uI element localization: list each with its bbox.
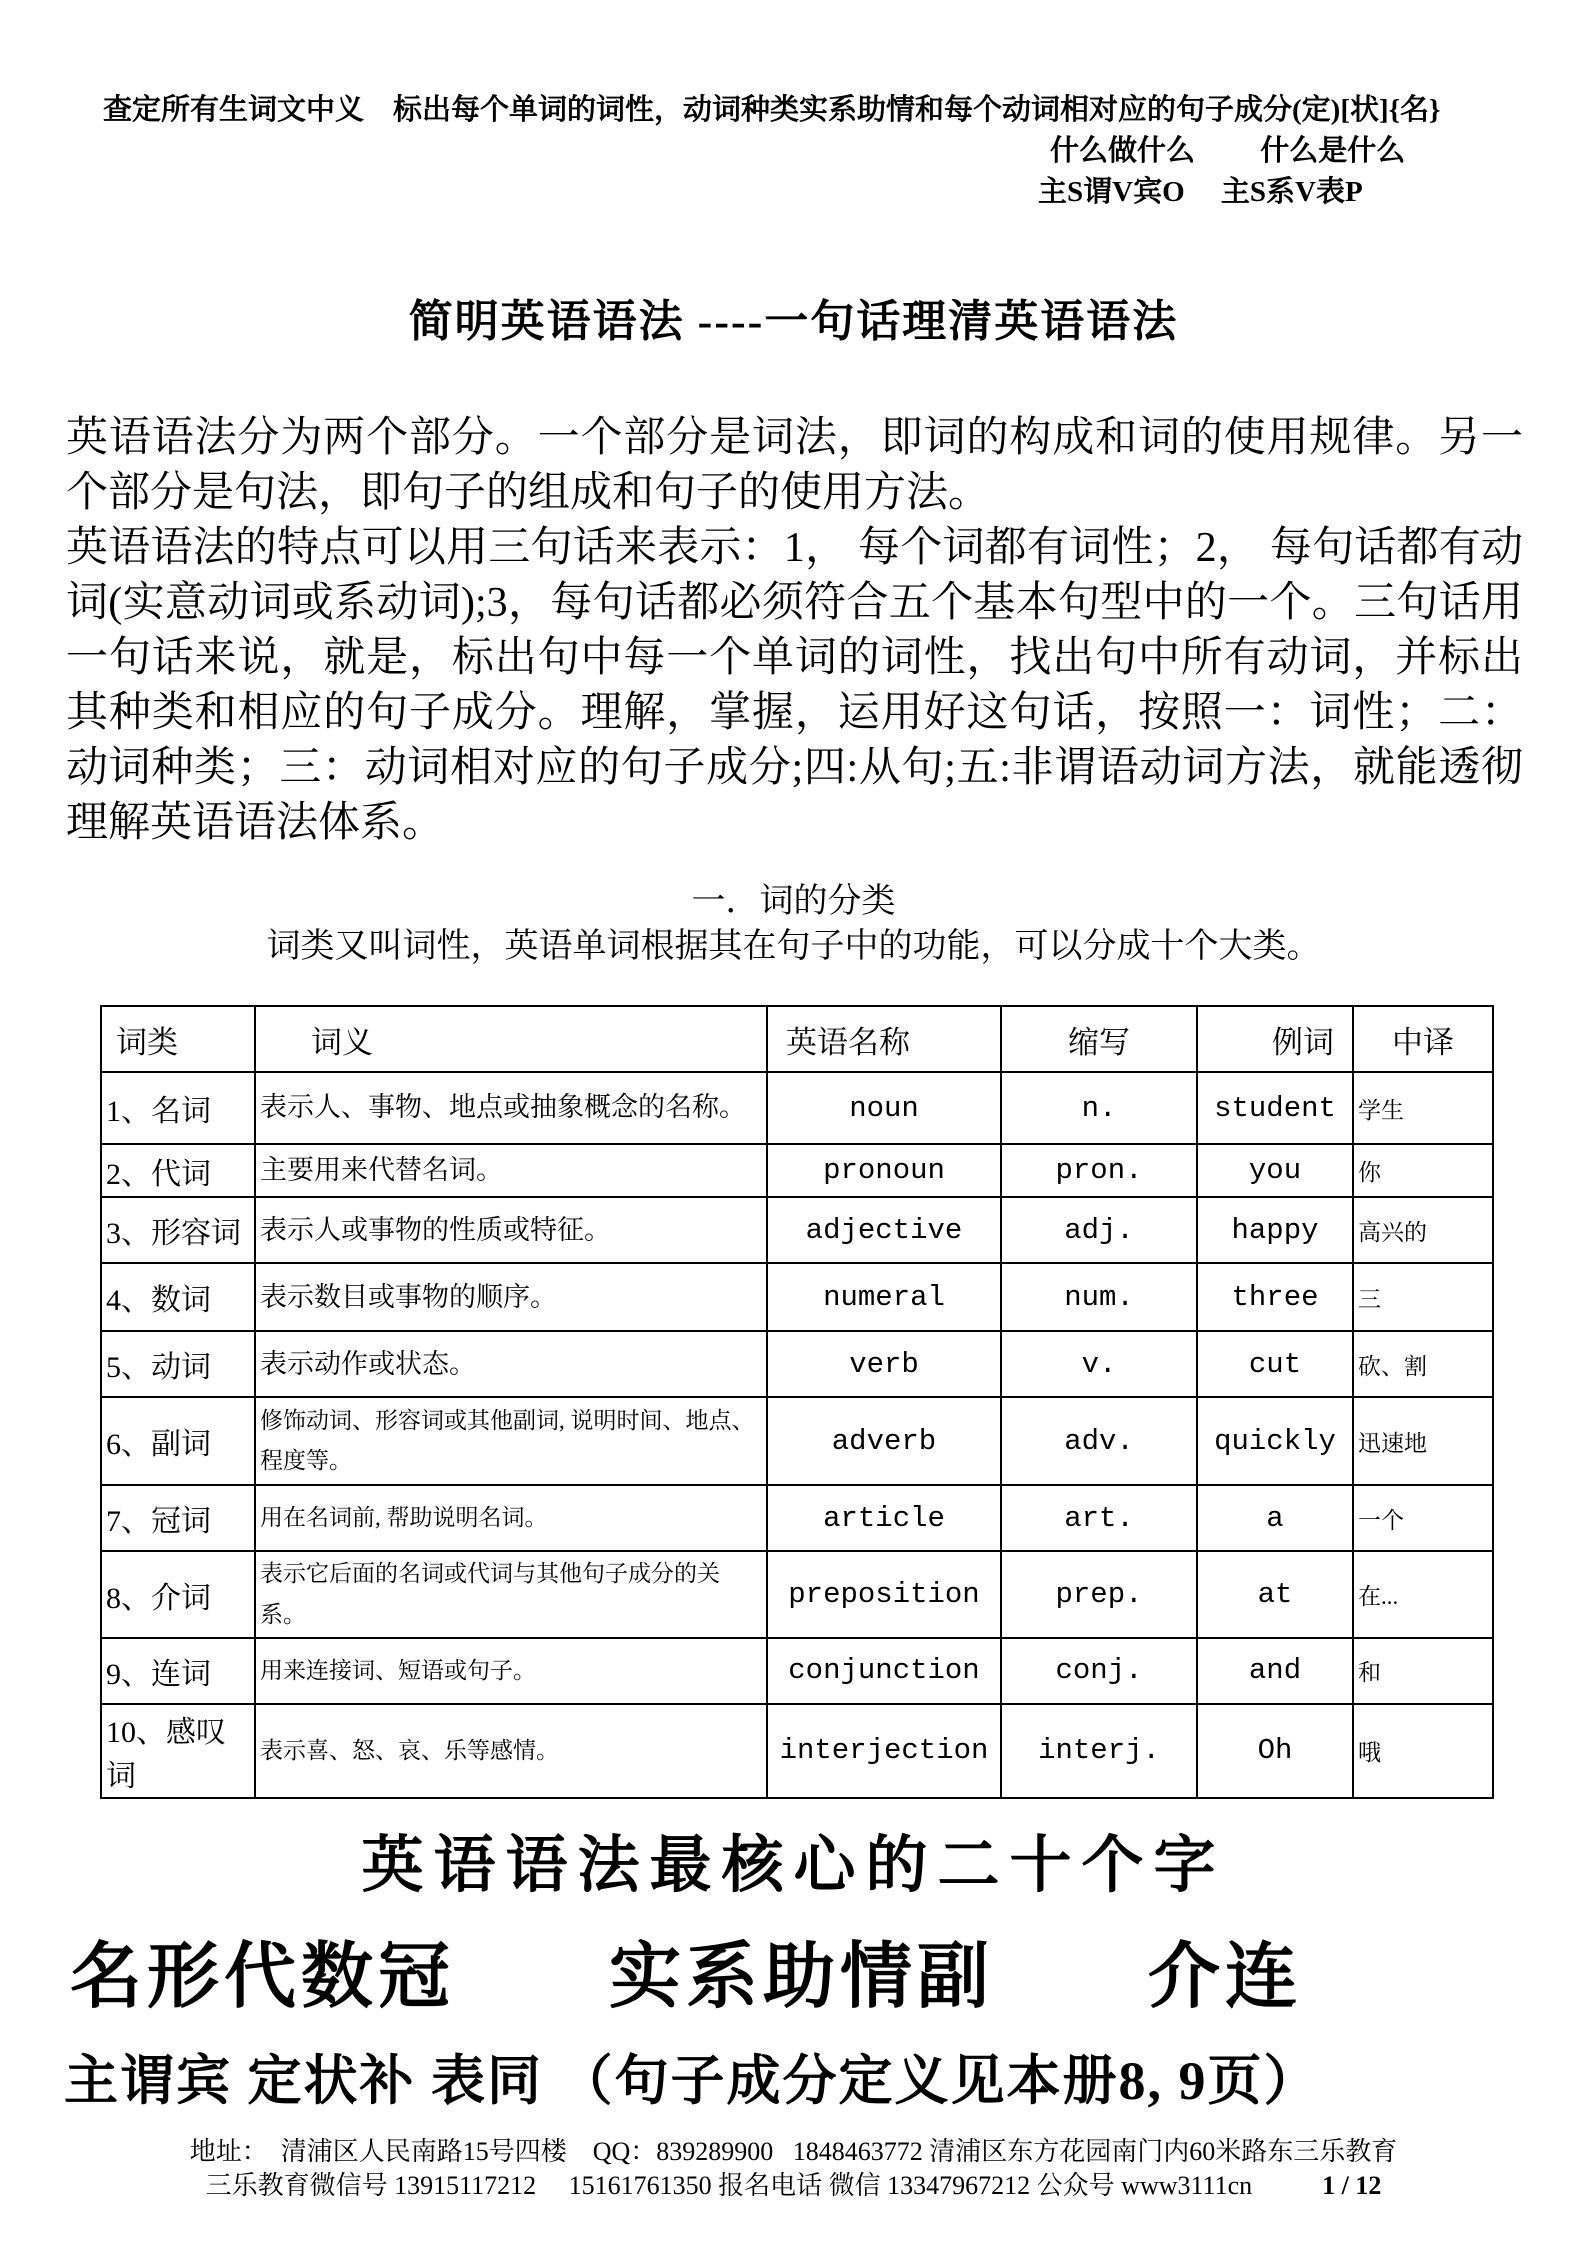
table-row: [101, 1197, 1493, 1263]
table-cell: art.: [1001, 1485, 1197, 1551]
table-row: [101, 1331, 1493, 1397]
table-cell: quickly: [1197, 1397, 1353, 1485]
table-cell: adv.: [1001, 1397, 1197, 1485]
table-cell: 表示动作或状态。: [255, 1331, 767, 1397]
table-row: [101, 1485, 1493, 1551]
core-twenty-chars-heading: 英语语法最核心的二十个字: [361, 1831, 1226, 1900]
column-header-1: 词义: [255, 1006, 767, 1072]
table-cell: 修饰动词、形容词或其他副词, 说明时间、地点、程度等。: [255, 1397, 767, 1485]
table-cell: 3、形容词: [101, 1197, 255, 1263]
table-cell: numeral: [767, 1263, 1001, 1331]
table-row: [101, 1638, 1493, 1704]
table-cell: num.: [1001, 1263, 1197, 1331]
table-cell: verb: [767, 1331, 1001, 1397]
table-cell: three: [1197, 1263, 1353, 1331]
table-cell: 高兴的: [1353, 1197, 1493, 1263]
table-cell: 9、连词: [101, 1638, 255, 1704]
footer-contact-line: [0, 2169, 1587, 2203]
table-cell: student: [1197, 1072, 1353, 1144]
table-cell: interj.: [1001, 1704, 1197, 1798]
table-cell: adj.: [1001, 1197, 1197, 1263]
table-cell: 你: [1353, 1144, 1493, 1197]
table-cell: 6、副词: [101, 1397, 255, 1485]
table-row: [101, 1397, 1493, 1485]
table-cell: 三: [1353, 1263, 1493, 1331]
table-cell: you: [1197, 1144, 1353, 1197]
word-class-table-head-row: [101, 1006, 1493, 1072]
table-cell: 和: [1353, 1638, 1493, 1704]
word-class-table-body: [101, 1072, 1493, 1798]
page-title: 简明英语语法 ----一句话理清英语语法: [408, 297, 1179, 346]
sentence-components-line: 主谓宾 定状补 表同 （句子成分定义见本册8, 9页）: [64, 2050, 1320, 2111]
column-header-0: 词类: [101, 1006, 255, 1072]
table-cell: cut: [1197, 1331, 1353, 1397]
intro-paragraph-2: 英语语法的特点可以用三句话来表示：1， 每个词都有词性；2， 每句话都有动词(实意动词或系动词);3，每句话都必须符合五个基本句型中的一个。三句话用一句话来说，就是，标出句中每一个单词的词性，找出句中所有动词，并标出其种类和相应的句子成分。理解，掌握，运用好这句话，按照一：词性；二：动词种类；三：动词相对应的句子成分;四:从句;五:非谓语动词方法，就能透彻理解英语语法体系。: [66, 525, 1523, 846]
column-header-4: 例词: [1197, 1006, 1353, 1072]
handwritten-annotation-block: [0, 0, 1587, 213]
table-cell: adjective: [767, 1197, 1001, 1263]
table-cell: interjection: [767, 1704, 1001, 1798]
table-cell: conj.: [1001, 1638, 1197, 1704]
table-cell: pron.: [1001, 1144, 1197, 1197]
table-cell: 表示人、事物、地点或抽象概念的名称。: [255, 1072, 767, 1144]
table-row: [101, 1704, 1493, 1798]
table-cell: at: [1197, 1551, 1353, 1638]
table-cell: noun: [767, 1072, 1001, 1144]
table-cell: 砍、割: [1353, 1331, 1493, 1397]
section-subtitle: 词类又叫词性，英语单词根据其在句子中的功能，可以分成十个大类。: [266, 928, 1321, 965]
table-cell: 主要用来代替名词。: [255, 1144, 767, 1197]
table-cell: 在...: [1353, 1551, 1493, 1638]
table-cell: 表示它后面的名词或代词与其他句子成分的关系。: [255, 1551, 767, 1638]
table-cell: 7、冠词: [101, 1485, 255, 1551]
annotation-line-3: 主S谓V宾O 主S系V表P: [1038, 176, 1363, 208]
table-cell: adverb: [767, 1397, 1001, 1485]
table-cell: 表示人或事物的性质或特征。: [255, 1197, 767, 1263]
annotation-line-1: 查定所有生词文中义 标出每个单词的词性，动词种类实系助情和每个动词相对应的句子成分(定)[状]{名}: [103, 94, 1441, 126]
table-cell: 4、数词: [101, 1263, 255, 1331]
table-cell: 8、介词: [101, 1551, 255, 1638]
table-cell: 1、名词: [101, 1072, 255, 1144]
column-header-3: 缩写: [1001, 1006, 1197, 1072]
table-cell: 用在名词前, 帮助说明名词。: [255, 1485, 767, 1551]
table-cell: 2、代词: [101, 1144, 255, 1197]
table-cell: 迅速地: [1353, 1397, 1493, 1485]
footer-address-line: 地址： 清浦区人民南路15号四楼 QQ：839289900 1848463772 清浦区东方花园南门内60米路东三乐教育: [189, 2136, 1398, 2166]
table-cell: article: [767, 1485, 1001, 1551]
annotation-line-2: 什么做什么 什么是什么: [1050, 135, 1406, 167]
column-header-2: 英语名称: [767, 1006, 1001, 1072]
table-cell: and: [1197, 1638, 1353, 1704]
table-row: [101, 1263, 1493, 1331]
table-cell: conjunction: [767, 1638, 1001, 1704]
table-cell: 5、动词: [101, 1331, 255, 1397]
core-characters-line: 名形代数冠 实系助情副 介连: [70, 1936, 1303, 2017]
table-cell: 表示喜、怒、哀、乐等感情。: [255, 1704, 767, 1798]
column-header-5: 中译: [1353, 1006, 1493, 1072]
table-cell: n.: [1001, 1072, 1197, 1144]
table-cell: preposition: [767, 1551, 1001, 1638]
table-cell: 学生: [1353, 1072, 1493, 1144]
table-cell: v.: [1001, 1331, 1197, 1397]
table-cell: 一个: [1353, 1485, 1493, 1551]
table-cell: 10、感叹词: [101, 1704, 255, 1798]
section-heading: 一．词的分类: [691, 883, 896, 920]
table-cell: a: [1197, 1485, 1353, 1551]
intro-paragraphs: [66, 411, 1523, 851]
table-cell: 哦: [1353, 1704, 1493, 1798]
table-row: [101, 1072, 1493, 1144]
page-number: 1 / 12: [1322, 2170, 1382, 2200]
table-cell: prep.: [1001, 1551, 1197, 1638]
footer-contact-text: 三乐教育微信号 13915117212 15161761350 报名电话 微信 13347967212 公众号 www3111cn: [205, 2170, 1253, 2200]
table-row: [101, 1551, 1493, 1638]
table-cell: Oh: [1197, 1704, 1353, 1798]
table-cell: pronoun: [767, 1144, 1001, 1197]
table-cell: happy: [1197, 1197, 1353, 1263]
page-footer: [0, 2135, 1587, 2203]
word-class-table: [100, 1005, 1494, 1799]
table-cell: 用来连接词、短语或句子。: [255, 1638, 767, 1704]
intro-paragraph-1: 英语语法分为两个部分。一个部分是词法，即词的构成和词的使用规律。另一个部分是句法，即句子的组成和句子的使用方法。: [66, 415, 1523, 516]
table-row: [101, 1144, 1493, 1197]
table-cell: 表示数目或事物的顺序。: [255, 1263, 767, 1331]
